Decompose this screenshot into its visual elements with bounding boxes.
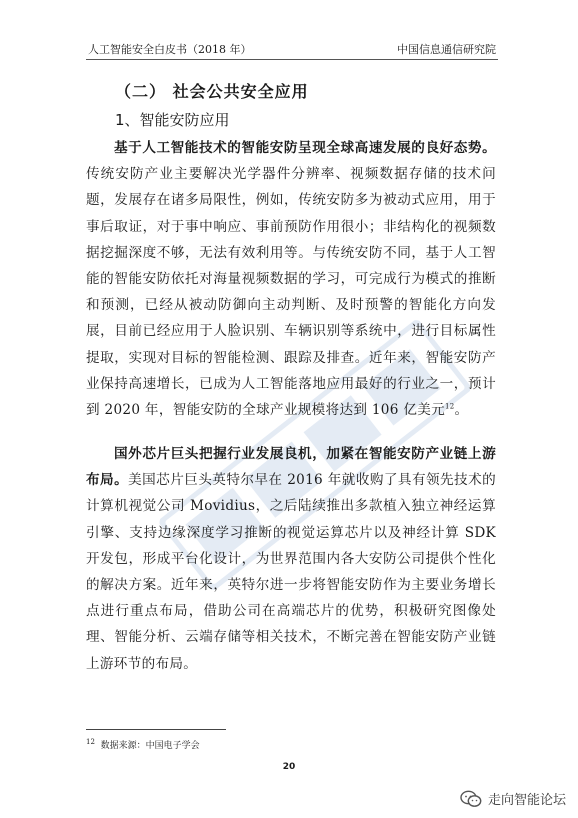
running-header-org: 中国信息通信研究院 [397, 43, 496, 56]
wechat-watermark-badge [460, 789, 566, 808]
paragraph-body: 传统安防产业主要解决光学器件分辨率、视频数据存储的技术问题，发展存在诸多局限性，例如，传统安防多为被动式应用，用于事后取证，对于事中响应、事前预防作用很小；非结构化的视频数据挖掘深度不够，无法有效利用等。与传统安防不同，基于人工智能的智能安防依托对海量视频数据的学习，可完成行为模式的推断和预测，已经从被动防御向主动判断、及时预警的智能化方向发展，目前已经应用于人脸识别、车辆识别等系统中，进行目标属性提取，实现对目标的智能检测、跟踪及排查。近年来，智能安防产业保持高速增长，已成为人工智能落地应用最好的行业之一，预计到 2020 年，智能安防的全球产业规模将达到 106 亿美元 [86, 166, 496, 419]
paragraph-lead-sentence: 基于人工智能技术的智能安防呈现全球高速发展的良好态势。 [114, 140, 496, 156]
subsection-title: 1、智能安防应用 [115, 111, 230, 129]
paragraph-lead-sentence: 国外芯片巨头把握行业发展良机，加紧在智能安防产业链上游布局。 [86, 446, 496, 489]
paragraph-chip-giants [86, 441, 496, 677]
footnote-text: 数据来源：中国电子学会 [100, 741, 200, 751]
section-title: （二） 社会公共安全应用 [115, 82, 309, 101]
footnote-reference: 12 [445, 402, 455, 411]
paragraph-body: 美国芯片巨头英特尔早在 2016 年就收购了具有领先技术的计算机视觉公司 Movidius，之后陆续推出多款植入独立神经运算引擎、支持边缘深度学习推断的视觉运算芯片以及神经计算 SDK 开发包，形成平台化设计，为世界范围内各大安防公司提供个性化的解决方案。近年来，英特尔进一步将智能安防作为主要业务增长点进行重点布局，借助公司在高端芯片的优势，积极研究图像处理、智能分析、云端存储等相关技术，不断完善在智能安防产业链上游环节的布局。 [86, 472, 497, 672]
paragraph-end: 。 [454, 402, 469, 419]
wechat-icon [460, 790, 482, 808]
running-header-title: 人工智能安全白皮书（2018 年） [88, 43, 252, 56]
footnote [86, 738, 200, 751]
header-divider [86, 59, 498, 60]
paragraph-smart-security-growth [86, 135, 496, 423]
footnote-number: 12 [86, 738, 95, 746]
footnote-divider [86, 729, 226, 730]
page-number: 20 [282, 762, 296, 772]
wechat-account-name: 走向智能论坛 [487, 793, 566, 808]
